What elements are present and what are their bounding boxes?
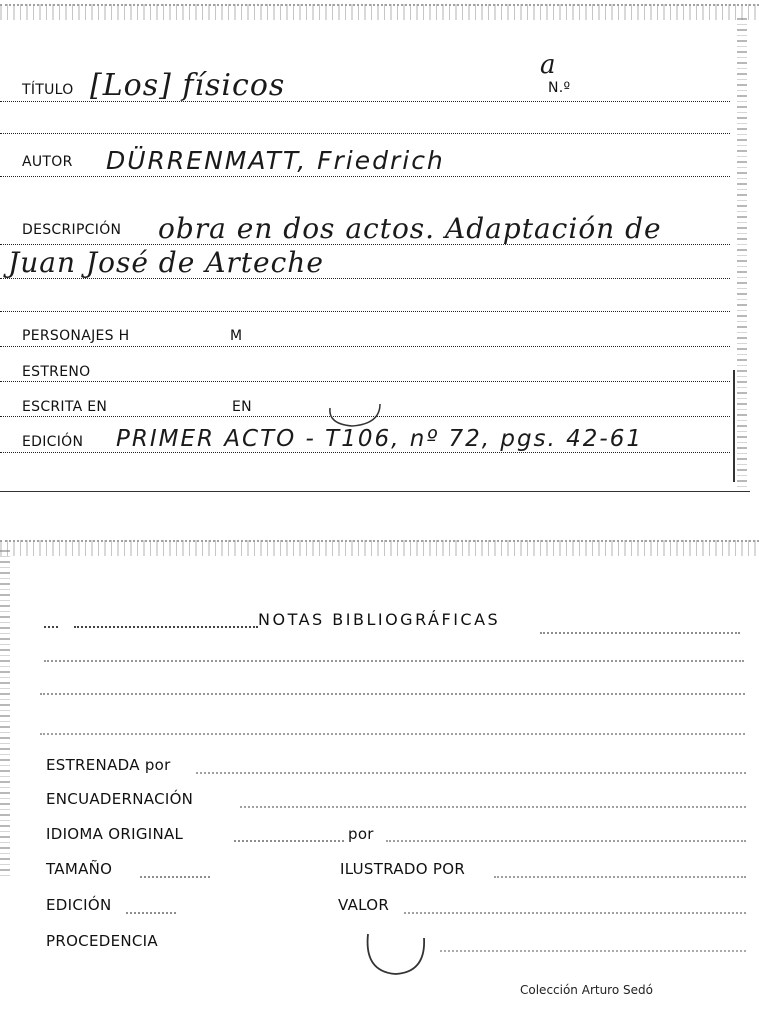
estreno-rule	[0, 381, 730, 382]
card-back-torn-edge	[0, 540, 759, 556]
card-torn-edge	[0, 4, 759, 20]
edicion-back-label: EDICIÓN	[46, 896, 112, 914]
ilustrado-dots	[494, 876, 746, 878]
autor-label: AUTOR	[22, 154, 73, 170]
card-bottom-border	[0, 491, 750, 492]
procedencia-label: PROCEDENCIA	[46, 932, 158, 950]
stamp-mark-back-icon	[360, 928, 434, 978]
titulo-label: TÍTULO	[22, 82, 74, 98]
card-right-border	[733, 370, 735, 482]
notas-dots-left	[74, 626, 258, 628]
notas-dots-far-left	[44, 626, 58, 628]
notas-line-1	[44, 660, 744, 662]
estrenada-dots	[196, 772, 746, 774]
descripcion-rule-1	[0, 244, 730, 245]
descripcion-rule-3	[0, 311, 730, 312]
notas-dots-right	[540, 632, 740, 634]
idioma-por-label: por	[348, 825, 374, 843]
card-back-left-edge	[0, 550, 10, 880]
idioma-label: IDIOMA ORIGINAL	[46, 825, 184, 843]
descripcion-value-1: obra en dos actos. Adaptación de	[158, 212, 662, 245]
collection-credit: Colección Arturo Sedó	[520, 983, 653, 997]
numero-label: N.º	[548, 80, 571, 96]
titulo-rule-2	[0, 133, 730, 134]
descripcion-label: DESCRIPCIÓN	[22, 222, 122, 238]
personajes-label: PERSONAJES H	[22, 328, 130, 344]
card-right-edge	[737, 18, 747, 488]
personajes-rule	[0, 346, 730, 347]
stamp-mark-icon	[322, 390, 392, 430]
descripcion-value-2: Juan José de Arteche	[8, 246, 324, 279]
valor-dots	[404, 912, 746, 914]
estrenada-label: ESTRENADA por	[46, 756, 171, 774]
encuadernacion-label: ENCUADERNACIÓN	[46, 790, 194, 808]
escrita-label: ESCRITA EN	[22, 399, 108, 415]
edicion-value: PRIMER ACTO - T106, nº 72, pgs. 42-61	[116, 426, 643, 452]
ilustrado-label: ILUSTRADO POR	[340, 860, 466, 878]
procedencia-dots	[440, 950, 746, 952]
escrita-en-label: EN	[232, 399, 252, 415]
encuadernacion-dots	[240, 806, 746, 808]
edicion-rule	[0, 452, 730, 453]
edicion-label: EDICIÓN	[22, 434, 84, 450]
catalog-card-front	[0, 0, 759, 495]
titulo-rule	[0, 101, 730, 102]
edicion-back-dots	[126, 912, 176, 914]
autor-rule	[0, 176, 730, 177]
tamano-dots	[140, 876, 210, 878]
notas-line-2	[40, 693, 745, 695]
estreno-label: ESTRENO	[22, 364, 91, 380]
titulo-value: [Los] físicos	[90, 68, 286, 103]
valor-label: VALOR	[338, 896, 390, 914]
numero-value: a	[540, 50, 557, 80]
autor-value: DÜRRENMATT, Friedrich	[106, 146, 445, 175]
descripcion-rule-2	[0, 278, 730, 279]
notas-heading: NOTAS BIBLIOGRÁFICAS	[258, 610, 501, 629]
idioma-por-dots	[386, 840, 746, 842]
personajes-m-label: M	[230, 328, 243, 344]
catalog-card-back	[0, 540, 759, 1028]
idioma-dots	[234, 840, 344, 842]
tamano-label: TAMAÑO	[46, 860, 113, 878]
notas-line-3	[40, 733, 745, 735]
